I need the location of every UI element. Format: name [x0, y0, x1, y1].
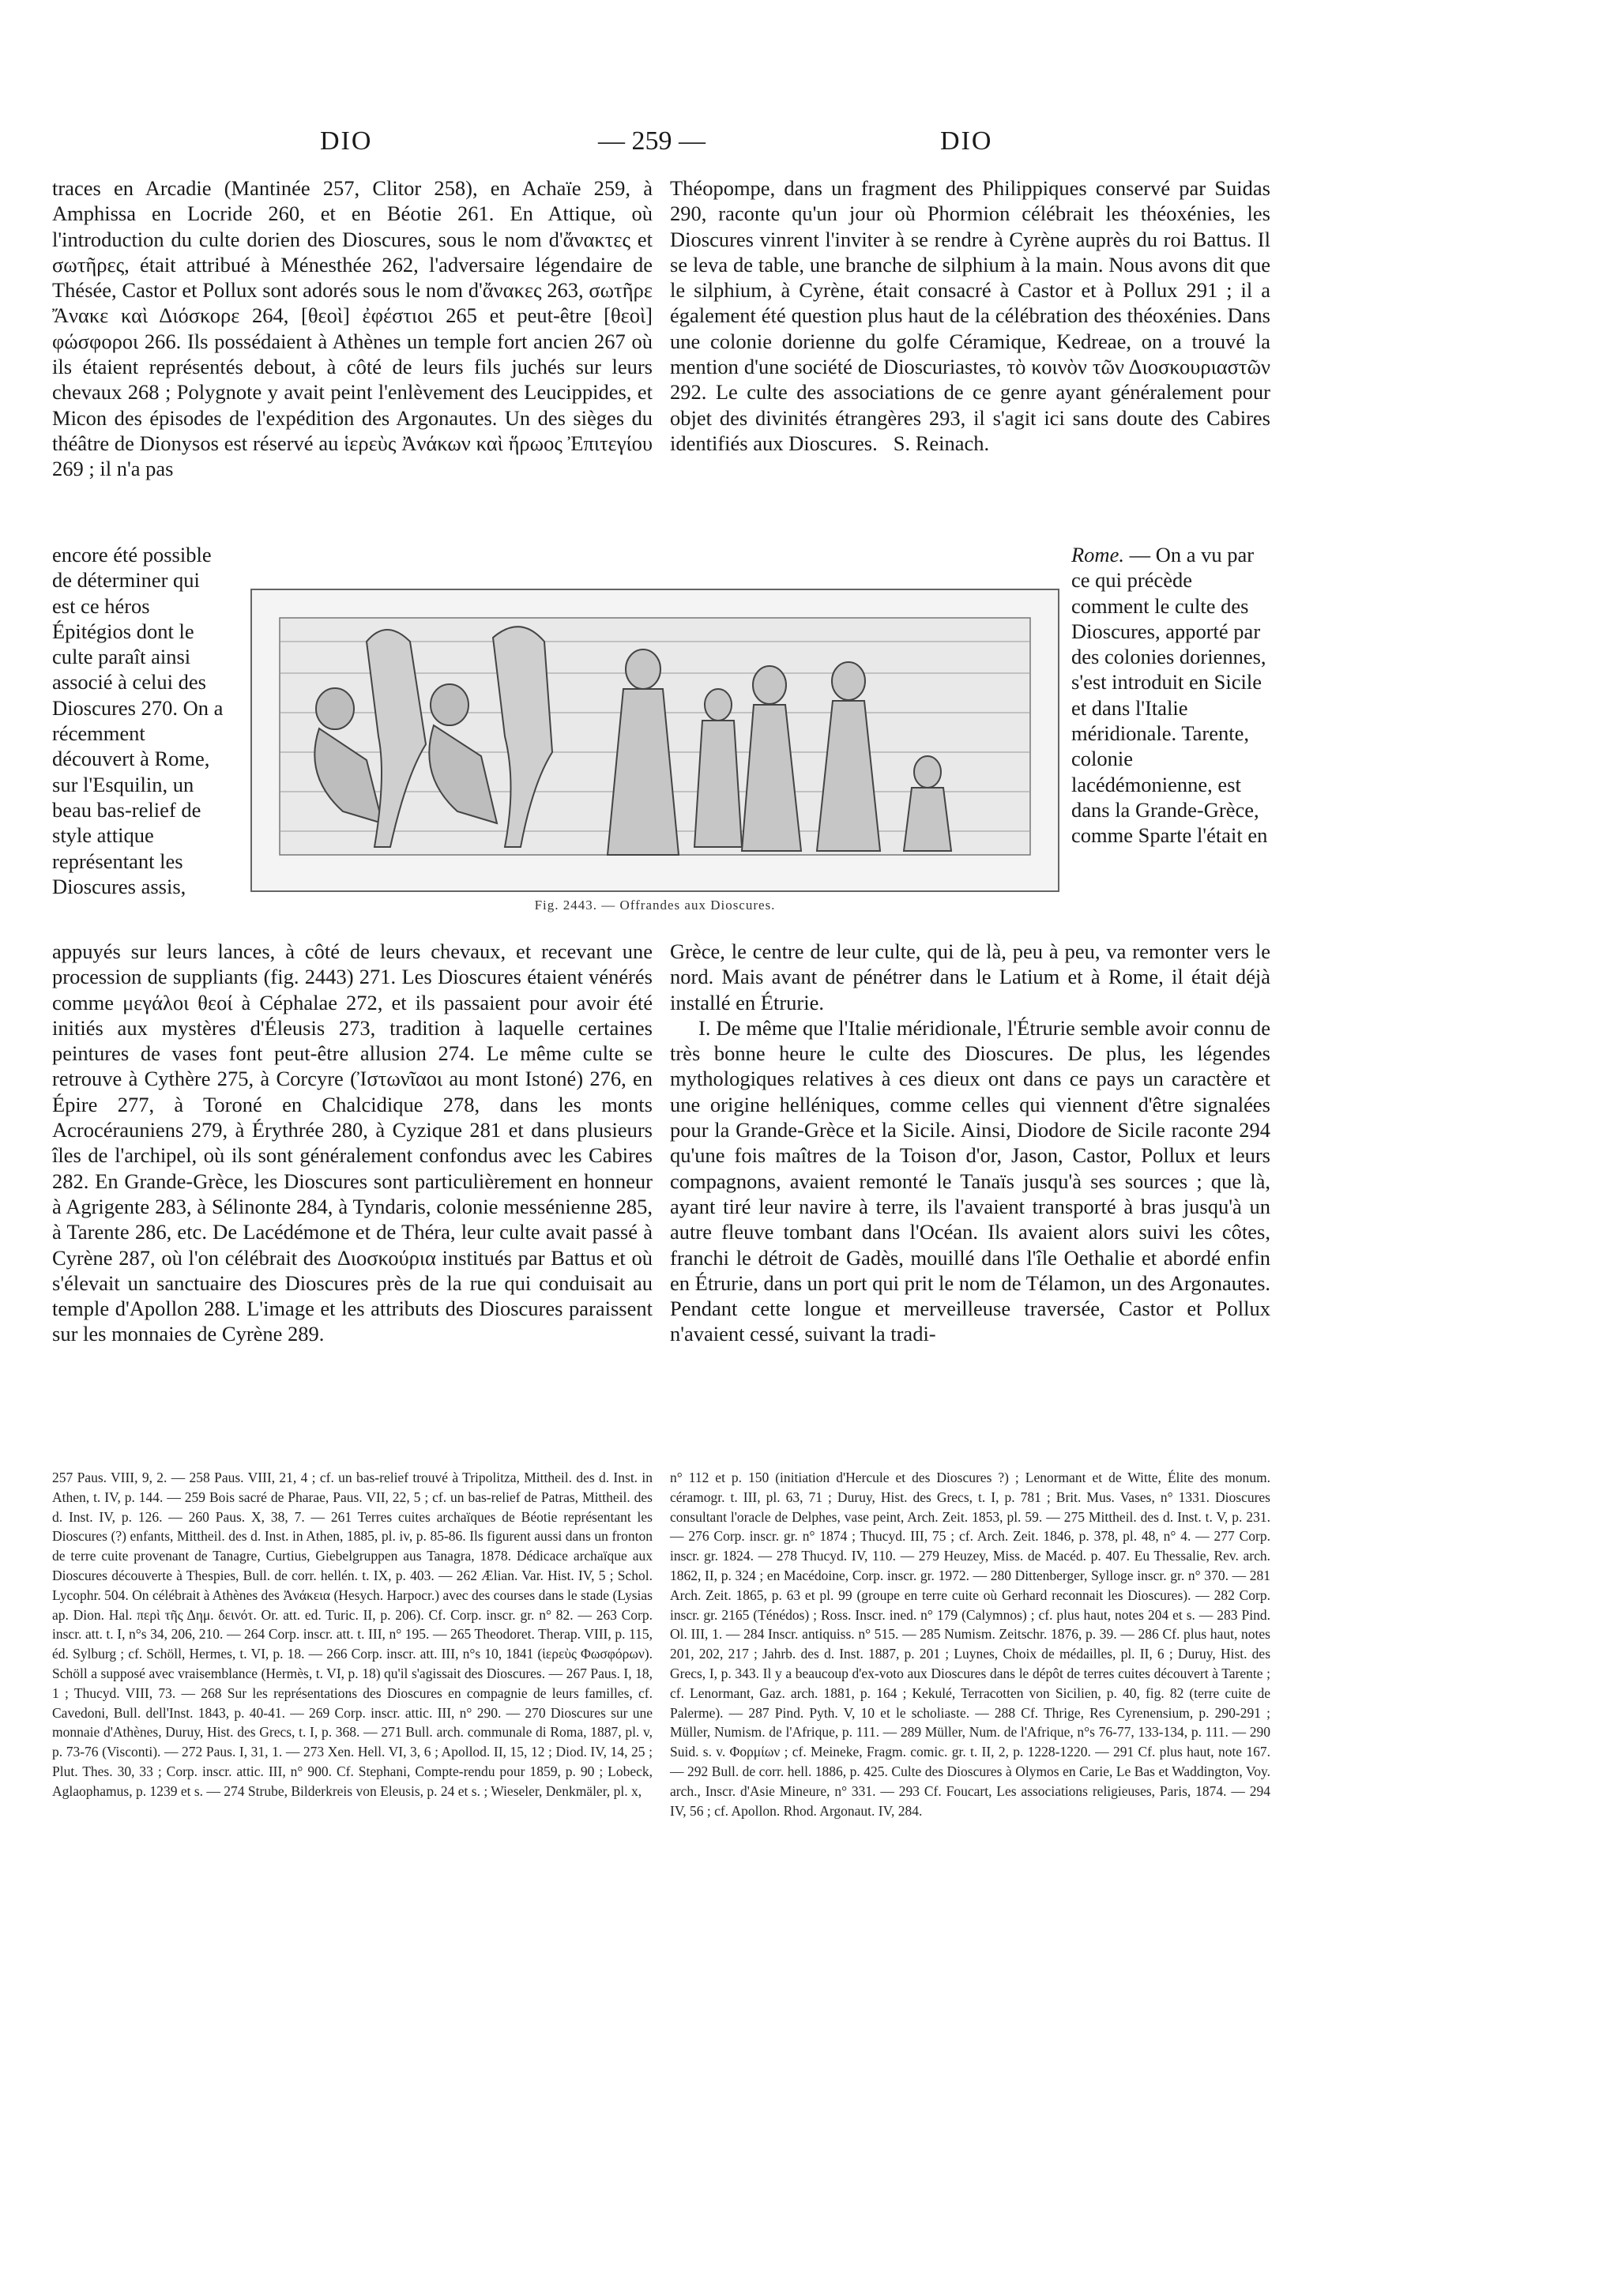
figure-caption: Fig. 2443. — Offrandes aux Dioscures. [534, 898, 776, 913]
right-column-narrow [1071, 542, 1270, 849]
left-column-narrow [52, 542, 228, 899]
rome-section-heading: Rome. [1071, 543, 1124, 566]
page-number: — 259 — [598, 126, 706, 156]
footnotes-left [52, 1468, 653, 1801]
right-top-paragraph [670, 175, 1270, 456]
header-entry-right: DIO [940, 126, 993, 156]
left-column-top [52, 175, 653, 482]
bas-relief-figure [248, 586, 1062, 918]
right-narrow-paragraph [1071, 542, 1270, 849]
left-column-bottom [52, 939, 653, 1347]
left-narrow-paragraph: encore été possible de déterminer qui est ce héros Épitégios dont le culte paraît ainsi associé à celui des Dioscures 270. On a récemment découvert à Rome, sur l'Esquilin, un beau bas-relief de style attique représentant les Dioscures assis, [52, 543, 224, 898]
author-signature: S. Reinach. [893, 431, 990, 455]
right-bottom-paragraph-2: I. De même que l'Italie méridionale, l'Étrurie semble avoir connu de très bonne heure le culte des Dioscures. De plus, les légendes mythologiques relatives à ces dieux ont dans ce pays un caractère et une origine helléniques, comme celles qui viennent d'être signalées pour la Grande-Grèce et la Sicile. Ainsi, Diodore de Sicile raconte 294 qu'une fois maîtres de la Toison d'or, Jason, Castor, Pollux et leurs compagnons, avaient remonté le Tanaïs jusqu'à ses sources ; que là, ayant tiré leur navire à terre, ils l'avaient transporté à bras jusqu'à un autre fleuve tombant dans l'Océan. Ils avaient alors suivi les côtes, franchi le détroit de Gadès, mouillé dans l'île Oethalie et abordé enfin en Étrurie, dans un port qui prit le nom de Télamon, un des Argonautes. Pendant cette longue et merveilleuse traversée, Castor et Pollux n'avaient cessé, suivant la tradi- [670, 1015, 1271, 1346]
header-entry-left: DIO [320, 126, 373, 156]
left-top-paragraph: traces en Arcadie (Mantinée 257, Clitor 258), en Achaïe 259, à Amphissa en Locride 260, et en Béotie 261. En Attique, où l'introduction du culte dorien des Dioscures, sous le nom d'ἄνακτες et σωτῆρες, était attribué à Ménesthée 262, l'adversaire légendaire de Thésée, Castor et Pollux sont adorés sous le nom d'ἄνακες 263, σωτῆρε Ἄνακε καὶ Διόσκορε 264, [θεοὶ] ἐφέστιοι 265 et peut-être [θεοὶ] φώσφοροι 266. Ils possédaient à Athènes un temple fort ancien 267 où ils étaient représentés debout, à côté de leurs fils juchés sur leurs chevaux 268 ; Polygnote y avait peint l'enlèvement des Leucippides, et Micon des épisodes de l'expédition des Argonautes. Un des sièges du théâtre de Dionysos est réservé au ἱερεὺς Ἀνάκων καὶ ἥρωος Ἐπιτεγίου 269 ; il n'a pas [52, 176, 653, 481]
right-narrow-text: — On a vu par ce qui précède comment le culte des Dioscures, apporté par des colonies doriennes, s'est introduit en Sicile et dans l'Italie méridionale. Tarente, colonie lacédémonienne, est dans la Grande-Grèce, comme Sparte l'était en [1071, 543, 1268, 848]
right-column-top [670, 175, 1270, 456]
footnotes-right-text: n° 112 et p. 150 (initiation d'Hercule et des Dioscures ?) ; Lenormant et de Witte, Élite des monum. céramogr. t. III, pl. 63, 71 ; Duruy, Hist. des Grecs, t. I, p. 781 ; Brit. Mus. Vases, n° 1331. Dioscures consultant l'oracle de Delphes, vase peint, Arch. Zeit. 1853, pl. 59. — 275 Mittheil. des d. Inst. t. V, p. 231. — 276 Corp. inscr. gr. n° 1874 ; Thucyd. III, 75 ; cf. Arch. Zeit. 1846, p. 378, pl. 48, n° 4. — 277 Corp. inscr. gr. 1824. — 278 Thucyd. IV, 110. — 279 Heuzey, Miss. de Macéd. p. 407. Eu Thessalie, Rev. arch. 1862, II, p. 324 ; en Macédoine, Corp. inscr. gr. 1972. — 280 Dittenberger, Sylloge inscr. gr. n° 370. — 281 Arch. Zeit. 1865, p. 63 et pl. 99 (groupe en terre cuite où Gerhard reconnait les Dioscures). — 282 Corp. inscr. gr. 2165 (Ténédos) ; Ross. Inscr. ined. n° 179 (Calymnos) ; cf. plus haut, notes 204 et s. — 283 Pind. Ol. III, 1. — 284 Inscr. antiquiss. n° 515. — 285 Numism. Zeitschr. 1876, p. 39. — 286 Cf. plus haut, notes 201, 202, 217 ; Jahrb. des d. Inst. 1887, p. 201 ; Luynes, Choix de médailles, pl. II, 6 ; Duruy, Hist. des Grecs, I, p. 343. Il y a beaucoup d'ex-voto aux Dioscures dans le dépôt de terres cuites découvert à Tarente ; cf. Lenormant, Gaz. arch. 1881, p. 164 ; Kekulé, Terracotten von Sicilien, p. 40, fig. 82 (terre cuite de Palerme). — 287 Pind. Pyth. V, 10 et le scholiaste. — 288 Cf. Thrige, Res Cyrenensium, p. 290-291 ; Müller, Numism. de l'Afrique, p. 111. — 289 Müller, Num. de l'Afrique, n°s 76-77, 133-134, p. 111. — 290 Suid. s. v. Φορμίων ; cf. Meineke, Fragm. comic. gr. t. II, 2, p. 1228-1220. — 291 Cf. plus haut, note 167. — 292 Bull. de corr. hell. 1886, p. 425. Culte des Dioscures à Olymos en Carie, Le Bas et Waddington, Voy. arch., Inscr. d'Asie Mineure, n° 331. — 293 Cf. Foucart, Les associations religieuses, Paris, 1874. — 294 IV, 56 ; cf. Apollon. Rhod. Argonaut. IV, 284. [670, 1470, 1270, 1819]
footnotes-right [670, 1468, 1270, 1820]
running-header [0, 126, 1618, 166]
right-top-text: Théopompe, dans un fragment des Philippiques conservé par Suidas 290, raconte qu'un jour où Phormion célébrait les théoxénies, les Dioscures vinrent l'inviter à se rendre à Cyrène auprès du roi Battus. Il se leva de table, une branche de silphium à la main. Nous avons dit que le silphium, à Cyrène, était consacré à Castor et à Pollux 291 ; il a également été question plus haut de la célébration des théoxénies. Dans une colonie dorienne du golfe Céramique, Kedreae, on a trouvé la mention d'une société de Dioscuriastes, τὸ κοινὸν τῶν Διοσκουριαστῶν 292. Le culte des associations de ce genre ayant généralement pour objet des divinités étrangères 293, il s'agit ici sans doute des Cabires identifiés aux Dioscures. [670, 176, 1270, 455]
right-column-bottom [670, 939, 1270, 1347]
bas-relief-illustration [248, 586, 1062, 894]
left-bottom-paragraph: appuyés sur leurs lances, à côté de leurs chevaux, et recevant une procession de suppliants (fig. 2443) 271. Les Dioscures étaient vénérés comme μεγάλοι θεοί à Céphalae 272, et ils passaient pour avoir été initiés aux mystères d'Éleusis 273, tradition à laquelle certaines peintures de vases font peut-être allusion 274. Le même culte se retrouve à Cythère 275, à Corcyre (Ἰστωνῖαοι au mont Istoné) 276, en Épire 277, à Toroné en Chalcidique 278, dans les monts Acrocérauniens 279, à Érythrée 280, à Cyzique 281 et dans plusieurs îles de l'archipel, où ils sont généralement confondus avec les Cabires 282. En Grande-Grèce, les Dioscures sont particulièrement en honneur à Agrigente 283, à Sélinonte 284, à Tyndaris, colonie messénienne 285, à Tarente 286, etc. De Lacédémone et de Théra, leur culte avait passé à Cyrène 287, où l'on célébrait des Διοσκούρια institués par Battus et où s'élevait un sanctuaire des Dioscures près de la rue qui conduisait au temple d'Apollon 288. L'image et les attributs des Dioscures paraissent sur les monnaies de Cyrène 289. [52, 939, 653, 1346]
footnotes-left-text: 257 Paus. VIII, 9, 2. — 258 Paus. VIII, 21, 4 ; cf. un bas-relief trouvé à Tripolitza, Mittheil. des d. Inst. in Athen, t. IV, p. 144. — 259 Bois sacré de Pharae, Paus. VII, 22, 5 ; cf. un bas-relief de Patras, Mittheil. des d. Inst. IV, p. 126. — 260 Paus. X, 38, 7. — 261 Terres cuites archaïques de Béotie représentant les Dioscures (?) enfants, Mittheil. des d. Inst. in Athen, 1885, pl. iv, p. 85-86. Ils figurent aussi dans un fronton de terre cuite provenant de Tanagre, Curtius, Giebelgruppen aus Tanagra, 1878. Dédicace archaïque aux Dioscures découverte à Thespies, Bull. de corr. hellén. t. IX, p. 403. — 262 Ælian. Var. Hist. IV, 5 ; Schol. Lycophr. 504. On célébrait à Athènes des Ἀνάκεια (Hesych. Harpocr.) avec des courses dans le stade (Lysias ap. Dion. Hal. περὶ τῆς Δημ. δεινότ. Or. att. ed. Turic. II, p. 206). Cf. Corp. inscr. gr. n° 82. — 263 Corp. inscr. att. t. I, n°s 34, 206, 210. — 264 Corp. inscr. att. t. III, n° 195. — 265 Theodoret. Therap. VIII, p. 115, éd. Sylburg ; cf. Schöll, Hermes, t. VI, p. 18. — 266 Corp. inscr. att. III, n°s 10, 1841 (ἱερεὺς Φωσφόρων). Schöll a supposé avec vraisemblance (Hermès, t. VI, p. 18) qu'il s'agissait des Dioscures. — 267 Paus. I, 18, 1 ; Thucyd. VIII, 73. — 268 Sur les représentations des Dioscures en compagnie de leurs familles, cf. Cavedoni, Bull. dell'Inst. 1843, p. 40-41. — 269 Corp. inscr. attic. III, n° 290. — 270 Dioscures sur une monnaie d'Athènes, Duruy, Hist. des Grecs, t. I, p. 368. — 271 Bull. arch. communale di Roma, 1887, pl. v, p. 73-76 (Visconti). — 272 Paus. I, 31, 1. — 273 Xen. Hell. VI, 3, 6 ; Apollod. II, 15, 12 ; Diod. IV, 14, 25 ; Plut. Thes. 30, 33 ; Corp. inscr. attic. III, n° 900. Cf. Stephani, Compte-rendu pour 1859, p. 90 ; Lobeck, Aglaophamus, p. 1239 et s. — 274 Strube, Bilderkreis von Eleusis, p. 24 et s. ; Wieseler, Denkmäler, pl. x, [52, 1470, 653, 1799]
right-bottom-paragraph-1: Grèce, le centre de leur culte, qui de là, peu à peu, va remonter vers le nord. Mais avant de pénétrer dans le Latium et à Rome, il était déjà installé en Étrurie. [670, 939, 1270, 1014]
